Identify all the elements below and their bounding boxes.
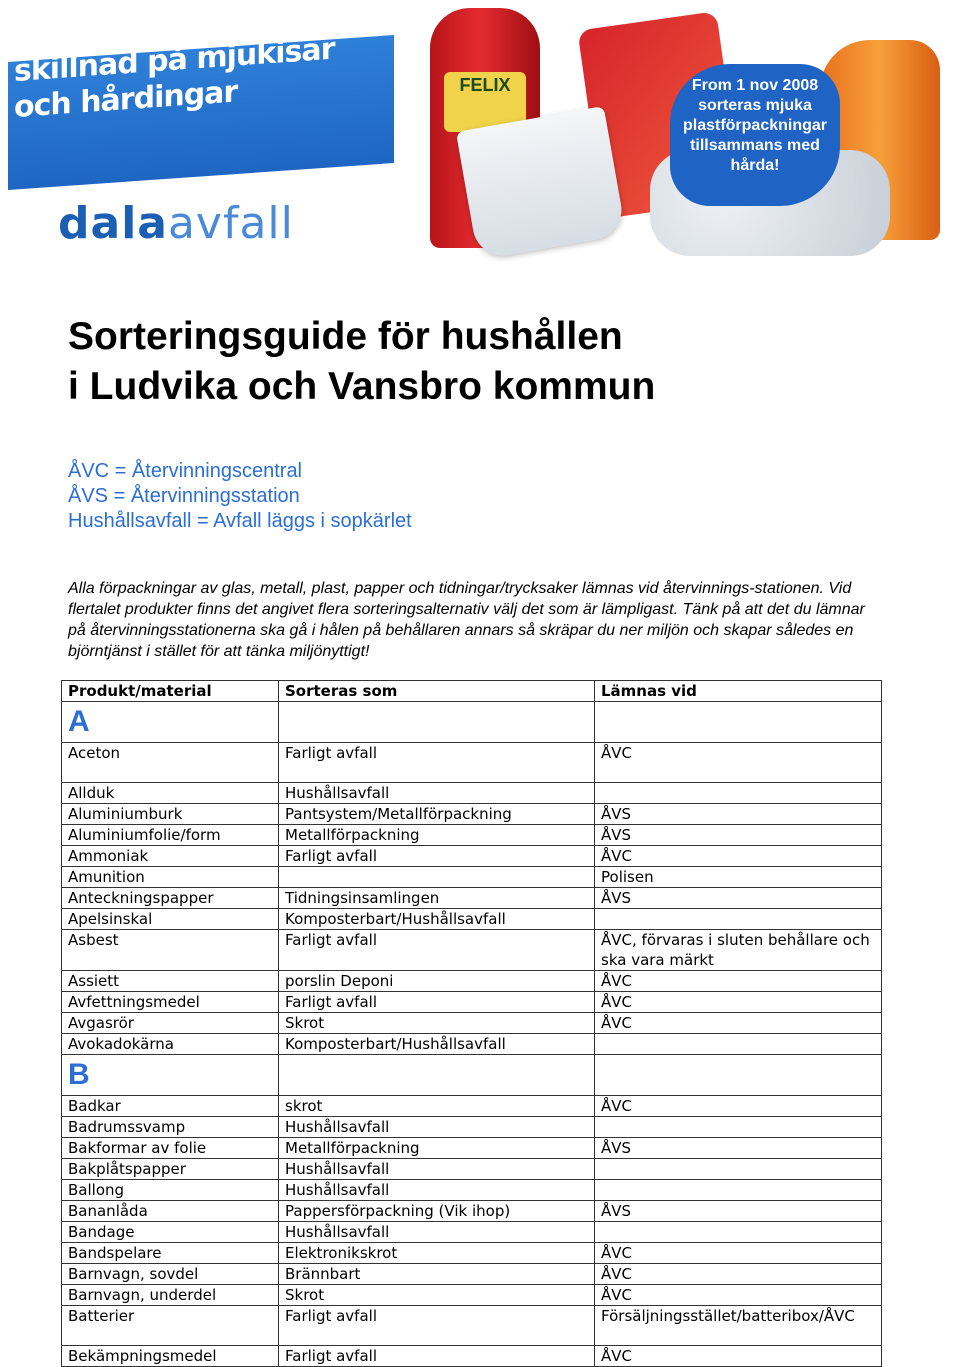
cell-sort-as: Metallförpackning (279, 1138, 595, 1159)
table-row (62, 1013, 882, 1034)
cell-sort-as: Farligt avfall (279, 743, 595, 783)
table-row (62, 1096, 882, 1117)
table-row (62, 1034, 882, 1055)
cell-drop-off: ÅVC (595, 1243, 882, 1264)
cell-product: Aluminiumfolie/form (62, 825, 279, 846)
legend-avs: ÅVS = Återvinningsstation (68, 485, 300, 507)
table-row (62, 1264, 882, 1285)
cell-product: Ammoniak (62, 846, 279, 867)
cell-product: Apelsinskal (62, 909, 279, 930)
cell-sort-as: Komposterbart/Hushållsavfall (279, 1034, 595, 1055)
cell-sort-as: Elektronikskrot (279, 1243, 595, 1264)
section-letter-b: B (68, 1058, 90, 1091)
table-row (62, 930, 882, 971)
cell-drop-off: ÅVC (595, 743, 882, 783)
cell-product: Barnvagn, underdel (62, 1285, 279, 1306)
page-title (68, 312, 655, 412)
table-row (62, 1222, 882, 1243)
table-row (62, 1306, 882, 1346)
cell-product: Avgasrör (62, 1013, 279, 1034)
cell-sort-as: Komposterbart/Hushållsavfall (279, 909, 595, 930)
table-row (62, 743, 882, 783)
cell-sort-as: Farligt avfall (279, 1306, 595, 1346)
cell-product: Barnvagn, sovdel (62, 1264, 279, 1285)
cell-drop-off: ÅVC (595, 1013, 882, 1034)
cell-sort-as: Tidningsinsamlingen (279, 888, 595, 909)
sorting-guide-table (61, 680, 882, 1367)
table-row (62, 1201, 882, 1222)
ketchup-label: FELIX (444, 72, 526, 132)
table-row (62, 825, 882, 846)
cell-sort-as: Hushållsavfall (279, 1117, 595, 1138)
table-row (62, 992, 882, 1013)
cell-product: Bekämpningsmedel (62, 1346, 279, 1367)
cell-product: Avfettningsmedel (62, 992, 279, 1013)
table-row (62, 804, 882, 825)
cell-sort-as: skrot (279, 1096, 595, 1117)
cell-sort-as (279, 867, 595, 888)
section-letter-row (62, 702, 882, 743)
cell-product: Aluminiumburk (62, 804, 279, 825)
cell-product: Assiett (62, 971, 279, 992)
cell-sort-as: Brännbart (279, 1264, 595, 1285)
intro-paragraph: Alla förpackningar av glas, metall, plast, papper och tidningar/trycksaker lämnas vid återvinnings-stationen. Vid flertalet produkter finns det angivet flera sorteringsalternativ välj det som är lämpligast. Tänk på att det du lämnar på återvinningsstationerna ska gå i hålen på behållaren annars så skräpar du ner miljön och skapar således en björntjänst i stället för att tänka miljönyttigt! (68, 580, 865, 660)
cell-drop-off: ÅVS (595, 1138, 882, 1159)
cell-drop-off: ÅVC, förvaras i sluten behållare och ska vara märkt (595, 930, 882, 971)
table-header-row (62, 681, 882, 702)
table-row (62, 971, 882, 992)
cell-drop-off: ÅVS (595, 888, 882, 909)
cell-drop-off: ÅVC (595, 1096, 882, 1117)
header-sorteras: Sorteras som (279, 681, 595, 702)
table-row (62, 846, 882, 867)
table-row (62, 888, 882, 909)
table-row (62, 1117, 882, 1138)
cell-drop-off: ÅVC (595, 992, 882, 1013)
cell-product: Avokadokärna (62, 1034, 279, 1055)
cell-sort-as: Metallförpackning (279, 825, 595, 846)
header-produkt: Produkt/material (62, 681, 279, 702)
cell-product: Bananlåda (62, 1201, 279, 1222)
cell-product: Bandage (62, 1222, 279, 1243)
date-notice-badge: From 1 nov 2008 sorteras mjuka plastförpackningar tillsammans med hårda! (670, 64, 840, 206)
cell-product: Badkar (62, 1096, 279, 1117)
header-lamnas: Lämnas vid (595, 681, 882, 702)
cell-sort-as: porslin Deponi (279, 971, 595, 992)
cell-product: Anteckningspapper (62, 888, 279, 909)
cell-product: Batterier (62, 1306, 279, 1346)
table-row (62, 1138, 882, 1159)
cell-sort-as: Pantsystem/Metallförpackning (279, 804, 595, 825)
cell-product: Bakplåtspapper (62, 1159, 279, 1180)
cell-drop-off: ÅVC (595, 1264, 882, 1285)
table-body (62, 702, 882, 1367)
cell-drop-off (595, 1159, 882, 1180)
table-row (62, 1285, 882, 1306)
legend-avc: ÅVC = Återvinningscentral (68, 460, 303, 482)
cell-sort-as: Hushållsavfall (279, 783, 595, 804)
cell-drop-off: ÅVC (595, 846, 882, 867)
cell-sort-as: Farligt avfall (279, 992, 595, 1013)
cell-product: Ballong (62, 1180, 279, 1201)
cell-drop-off: ÅVS (595, 804, 882, 825)
abbreviation-legend (68, 459, 412, 534)
table-row (62, 1159, 882, 1180)
cell-drop-off (595, 1034, 882, 1055)
dalaavfall-logo (58, 198, 294, 249)
cell-drop-off: Polisen (595, 867, 882, 888)
packaging-collage-image (400, 0, 960, 256)
cell-drop-off (595, 909, 882, 930)
cell-sort-as: Skrot (279, 1285, 595, 1306)
cell-sort-as: Farligt avfall (279, 1346, 595, 1367)
cell-drop-off: ÅVS (595, 1201, 882, 1222)
legend-hushallsavfall: Hushållsavfall = Avfall läggs i sopkärlet (68, 510, 412, 532)
cell-sort-as: Hushållsavfall (279, 1159, 595, 1180)
table-row (62, 783, 882, 804)
cell-drop-off (595, 783, 882, 804)
cell-sort-as: Farligt avfall (279, 930, 595, 971)
cell-drop-off: ÅVS (595, 825, 882, 846)
cell-drop-off: Försäljningsstället/batteribox/ÅVC (595, 1306, 882, 1346)
cell-sort-as: Farligt avfall (279, 846, 595, 867)
cell-drop-off: ÅVC (595, 971, 882, 992)
table-row (62, 867, 882, 888)
table-row (62, 1243, 882, 1264)
cell-product: Asbest (62, 930, 279, 971)
cell-drop-off (595, 1117, 882, 1138)
logo-part2: avfall (167, 198, 294, 249)
logo-part1: dala (58, 198, 168, 249)
cell-product: Amunition (62, 867, 279, 888)
table-row (62, 1180, 882, 1201)
cell-drop-off (595, 1222, 882, 1243)
cell-drop-off: ÅVC (595, 1346, 882, 1367)
yogurt-cup (456, 106, 626, 260)
table-row (62, 909, 882, 930)
cell-product: Badrumssvamp (62, 1117, 279, 1138)
cell-sort-as: Skrot (279, 1013, 595, 1034)
section-letter-row (62, 1055, 882, 1096)
cell-product: Aceton (62, 743, 279, 783)
cell-product: Bandspelare (62, 1243, 279, 1264)
section-letter-a: A (68, 705, 90, 738)
cell-drop-off: ÅVC (595, 1285, 882, 1306)
campaign-banner-text: Nu gör vi ingen skillnad på mjukisar och hårdingar (14, 0, 335, 125)
cell-sort-as: Hushållsavfall (279, 1222, 595, 1243)
cell-product: Allduk (62, 783, 279, 804)
cell-product: Bakformar av folie (62, 1138, 279, 1159)
cell-sort-as: Hushållsavfall (279, 1180, 595, 1201)
title-line-1: Sorteringsguide för hushållen (68, 315, 623, 358)
cell-drop-off (595, 1180, 882, 1201)
cell-sort-as: Pappersförpackning (Vik ihop) (279, 1201, 595, 1222)
title-line-2: i Ludvika och Vansbro kommun (68, 365, 656, 408)
